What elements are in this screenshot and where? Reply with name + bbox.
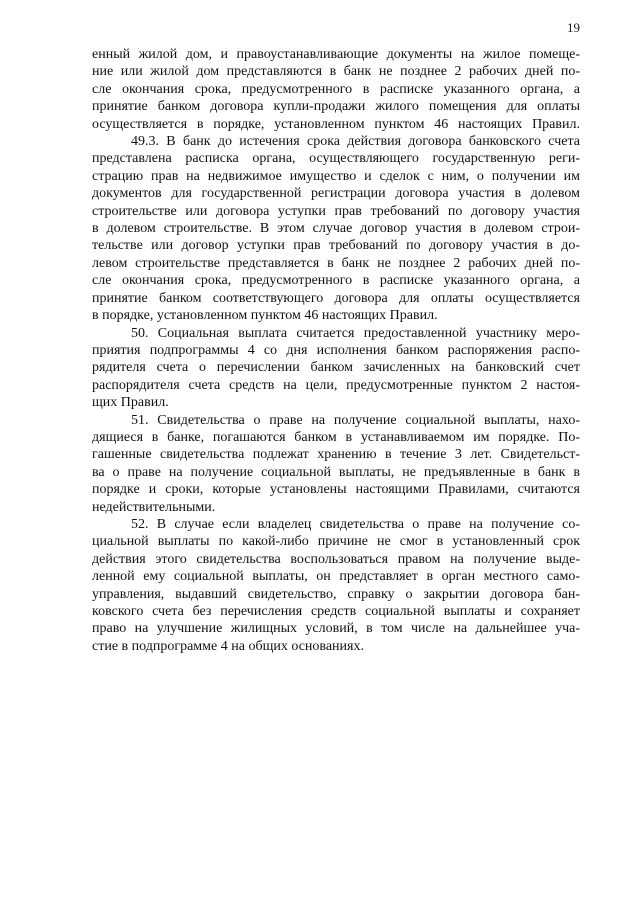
text-line: 49.3. В банк до истечения срока действия договора банковского счета [131, 134, 580, 150]
text-line: гашенные свидетельства подлежат хранению в течение 3 лет. Свидетельст- [92, 447, 580, 463]
text-line: принятие банком договора купли-продажи жилого помещения для оплаты [92, 99, 580, 115]
text-line: в порядке, установленном пунктом 46 настоящих Правил. [92, 308, 438, 324]
text-line: сле окончания срока, предусмотренного в расписке указанного органа, а [92, 273, 580, 289]
text-line: щих Правил. [92, 395, 169, 411]
text-line: страцию прав на недвижимое имущество и сделок с ним, о получении им [92, 168, 580, 184]
document-body [92, 46, 580, 655]
text-line: циальной выплаты по какой-либо причине не смог в установленный срок [92, 534, 580, 550]
paragraph-51 [92, 412, 580, 516]
text-line: 50. Социальная выплата считается предоставленной участнику меро- [131, 325, 580, 341]
text-line: действия этого свидетельства воспользоваться правом на получение выде- [92, 551, 580, 567]
paragraph-52 [92, 516, 580, 655]
text-line: в долевом строительстве. В этом случае договор участия в долевом строи- [92, 221, 580, 237]
page-number: 19 [567, 20, 580, 35]
text-line: строительстве или договора уступки прав требований по договору участия [92, 203, 580, 219]
text-line: сле окончания срока, предусмотренного в расписке указанного органа, а [92, 81, 580, 97]
text-line: рядителя счета о перечислении банком зачисленных на банковский счет [92, 360, 580, 376]
text-line: тельстве или договор уступки прав требований по договору участия в до- [92, 238, 580, 254]
paragraph-50 [92, 325, 580, 412]
text-line: дящиеся в банке, погашаются банком в устанавливаемом им порядке. По- [92, 429, 580, 445]
text-line: управления, выдавший свидетельство, справку о закрытии договора бан- [92, 586, 580, 602]
text-line: право на улучшение жилищных условий, в том числе на дальнейшее уча- [92, 621, 580, 637]
text-line: приятия подпрограммы 4 со дня исполнения банком распоряжения распо- [92, 342, 580, 358]
text-line: документов для государственной регистрации договора участия в долевом [92, 186, 580, 202]
text-line: принятие банком соответствующего договора для оплаты осуществляется [92, 290, 580, 306]
text-line: 52. В случае если владелец свидетельства о праве на получение со- [131, 516, 580, 532]
text-line: осуществляется в порядке, установленном пунктом 46 настоящих Правил. [92, 116, 580, 132]
paragraph-49-3 [92, 133, 580, 324]
text-line: порядке и сроки, которые установлены настоящими Правилами, считаются [92, 482, 580, 498]
text-line: распорядителя счета средств на цели, предусмотренные пунктом 2 настоя- [92, 377, 580, 393]
text-line: ковского счета без перечисления средств социальной выплаты и сохраняет [92, 604, 580, 619]
text-line: представлена расписка органа, осуществляющего государственную реги- [92, 151, 580, 167]
text-line: ние или жилой дом представляются в банк не позднее 2 рабочих дней по- [92, 64, 580, 80]
text-line: стие в подпрограмме 4 на общих основаниях. [92, 638, 364, 654]
text-line: ленной ему социальной выплаты, он представляет в орган местного само- [92, 569, 580, 585]
text-line: ва о праве на получение социальной выплаты, не предъявленные в банк в [92, 464, 580, 480]
text-line: недействительными. [92, 499, 216, 515]
text-line: 51. Свидетельства о праве на получение социальной выплаты, нахо- [131, 412, 580, 428]
text-line: левом строительстве представляется в банк не позднее 2 рабочих дней по- [92, 255, 580, 271]
paragraph-continuation [92, 46, 580, 133]
text-line: енный жилой дом, и правоустанавливающие документы на жилое помеще- [92, 47, 580, 62]
